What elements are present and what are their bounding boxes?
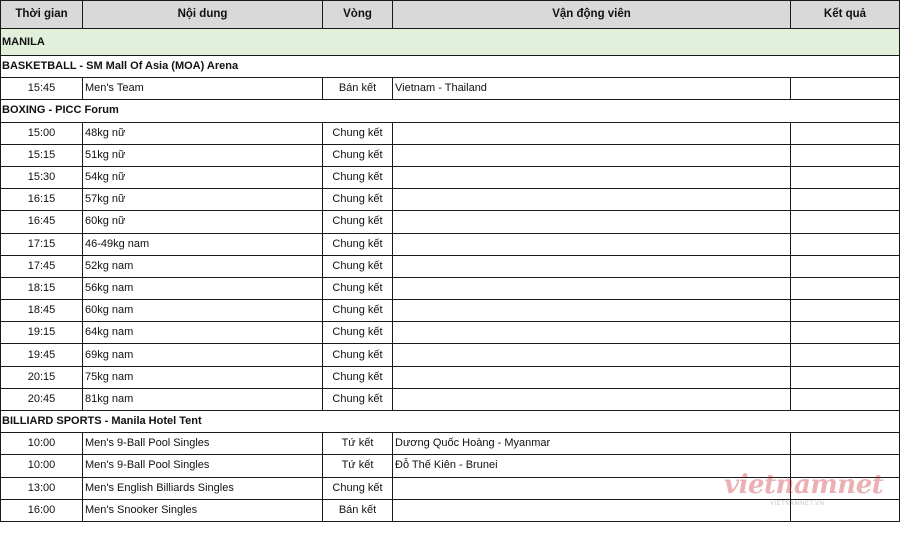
header-time: Thời gian [1,1,83,29]
round-cell: Chung kết [323,300,393,322]
athletes-cell [393,144,791,166]
round-cell: Chung kết [323,277,393,299]
round-cell: Chung kết [323,255,393,277]
athletes-cell [393,344,791,366]
event-cell: Men's Snooker Singles [83,499,323,521]
venue-label: BASKETBALL - SM Mall Of Asia (MOA) Arena [1,56,900,78]
round-cell: Bán kết [323,499,393,521]
round-cell: Tứ kết [323,455,393,477]
time-cell: 15:45 [1,78,83,100]
table-row [1,388,900,410]
result-cell [791,388,900,410]
time-cell: 19:15 [1,322,83,344]
venue-label: BOXING - PICC Forum [1,100,900,122]
round-cell: Tứ kết [323,433,393,455]
time-cell: 17:15 [1,233,83,255]
athletes-cell [393,122,791,144]
table-row [1,477,900,499]
venue-row [1,56,900,78]
event-cell: 60kg nữ [83,211,323,233]
athletes-cell [393,233,791,255]
time-cell: 13:00 [1,477,83,499]
watermark-logo-sub: VIETNAMNET.VN [770,501,825,507]
athletes-cell [393,211,791,233]
table-row [1,144,900,166]
result-cell [791,433,900,455]
athletes-cell [393,300,791,322]
round-cell: Chung kết [323,477,393,499]
table-row [1,255,900,277]
athletes-cell [393,477,791,499]
table-row [1,122,900,144]
time-cell: 20:15 [1,366,83,388]
event-cell: Men's Team [83,78,323,100]
athletes-cell: Dương Quốc Hoàng - Myanmar [393,433,791,455]
table-row [1,433,900,455]
table-row [1,455,900,477]
header-event: Nội dung [83,1,323,29]
result-cell [791,144,900,166]
result-cell [791,300,900,322]
schedule-body [1,29,900,522]
time-cell: 17:45 [1,255,83,277]
result-cell [791,322,900,344]
round-cell: Chung kết [323,166,393,188]
venue-row [1,100,900,122]
result-cell [791,499,900,521]
time-cell: 16:45 [1,211,83,233]
time-cell: 10:00 [1,433,83,455]
event-cell: 64kg nam [83,322,323,344]
event-cell: Men's English Billiards Singles [83,477,323,499]
table-row [1,277,900,299]
table-row [1,166,900,188]
table-row [1,78,900,100]
round-cell: Bán kết [323,78,393,100]
table-row [1,233,900,255]
round-cell: Chung kết [323,233,393,255]
event-cell: 56kg nam [83,277,323,299]
result-cell [791,166,900,188]
athletes-cell [393,499,791,521]
event-cell: Men's 9-Ball Pool Singles [83,433,323,455]
table-row [1,211,900,233]
table-row [1,300,900,322]
table-row [1,344,900,366]
time-cell: 19:45 [1,344,83,366]
result-cell [791,344,900,366]
result-cell [791,366,900,388]
venue-label: BILLIARD SPORTS - Manila Hotel Tent [1,411,900,433]
athletes-cell [393,322,791,344]
header-round: Vòng [323,1,393,29]
round-cell: Chung kết [323,189,393,211]
time-cell: 10:00 [1,455,83,477]
round-cell: Chung kết [323,366,393,388]
result-cell [791,233,900,255]
event-cell: 81kg nam [83,388,323,410]
location-label: MANILA [1,29,900,56]
time-cell: 15:15 [1,144,83,166]
time-cell: 18:45 [1,300,83,322]
athletes-cell [393,166,791,188]
time-cell: 15:30 [1,166,83,188]
athletes-cell [393,277,791,299]
event-cell: 57kg nữ [83,189,323,211]
event-cell: 75kg nam [83,366,323,388]
athletes-cell [393,366,791,388]
result-cell [791,277,900,299]
location-row [1,29,900,56]
athletes-cell [393,189,791,211]
result-cell [791,78,900,100]
athletes-cell [393,388,791,410]
event-cell: 51kg nữ [83,144,323,166]
time-cell: 20:45 [1,388,83,410]
event-cell: 54kg nữ [83,166,323,188]
header-row [1,1,900,29]
event-cell: 46-49kg nam [83,233,323,255]
header-result: Kết quả [791,1,900,29]
round-cell: Chung kết [323,144,393,166]
table-row [1,189,900,211]
athletes-cell [393,255,791,277]
event-cell: 48kg nữ [83,122,323,144]
athletes-cell: Đỗ Thế Kiên - Brunei [393,455,791,477]
time-cell: 18:15 [1,277,83,299]
event-cell: 52kg nam [83,255,323,277]
result-cell [791,211,900,233]
round-cell: Chung kết [323,322,393,344]
result-cell [791,477,900,499]
event-cell: 69kg nam [83,344,323,366]
time-cell: 16:15 [1,189,83,211]
time-cell: 15:00 [1,122,83,144]
event-cell: 60kg nam [83,300,323,322]
time-cell: 16:00 [1,499,83,521]
result-cell [791,189,900,211]
round-cell: Chung kết [323,211,393,233]
round-cell: Chung kết [323,122,393,144]
athletes-cell: Vietnam - Thailand [393,78,791,100]
result-cell [791,122,900,144]
watermark-logo-text: vietnamnet [724,470,884,500]
event-cell: Men's 9-Ball Pool Singles [83,455,323,477]
table-row [1,499,900,521]
header-athletes: Vận động viên [393,1,791,29]
result-cell [791,255,900,277]
round-cell: Chung kết [323,344,393,366]
round-cell: Chung kết [323,388,393,410]
result-cell [791,455,900,477]
venue-row [1,411,900,433]
table-row [1,366,900,388]
table-row [1,322,900,344]
